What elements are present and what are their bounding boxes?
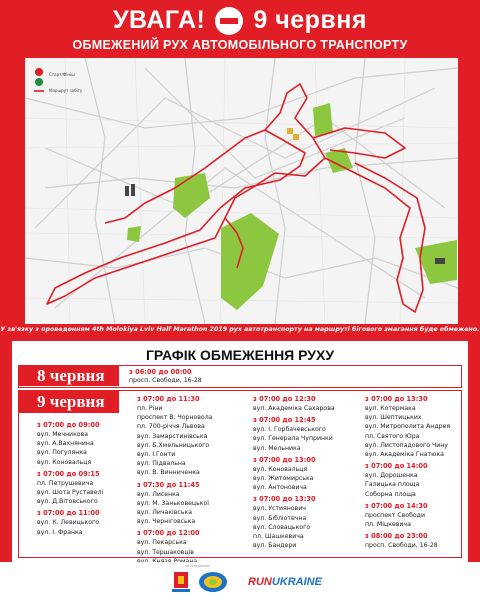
- group-time: з 07:00 до 14:30: [365, 501, 428, 510]
- street: вул. Житомирська: [253, 475, 314, 483]
- street: вул. Мечникова: [37, 431, 89, 438]
- street: вул. В. Винниченка: [137, 469, 200, 477]
- schedule-group: [365, 395, 450, 459]
- group-time: з 07:00 до 14:00: [365, 462, 428, 471]
- street: вул. Б.Хмельницького: [137, 441, 210, 449]
- street: Галицька площа: [365, 481, 420, 489]
- street: вул. Коновальця: [37, 458, 92, 466]
- street: пл. Ріни: [137, 405, 163, 412]
- street: вул. Д.Вітовського: [37, 498, 98, 506]
- group-time: з 07:00 до 13:30: [365, 395, 428, 403]
- street: вул. Коновальця: [253, 465, 308, 473]
- schedule-group: [137, 395, 212, 478]
- street: вул. І. Горбачевського: [253, 426, 326, 434]
- street: вул. І.Гонти: [137, 451, 176, 459]
- street: вул. Пекарська: [137, 539, 187, 547]
- group-time: з 07:00 до 12:45: [253, 416, 316, 425]
- street: просп. Свободи, 16-28: [365, 542, 438, 550]
- street: вул. М. Заньковецької: [137, 499, 209, 507]
- subtitle: ОБМЕЖЕНИЙ РУХ АВТОМОБІЛЬНОГО ТРАНСПОРТУ: [72, 38, 408, 52]
- day-8-row: [18, 365, 462, 388]
- footer: [0, 562, 480, 600]
- date-text: 9 червня: [253, 6, 367, 34]
- street: вул. К. Левицького: [37, 519, 100, 527]
- ukraine-text: UKRAINE: [271, 576, 322, 588]
- street: вул. Лисенка: [137, 490, 180, 498]
- street: вул. Шептицьких: [365, 414, 422, 422]
- schedule-group: [37, 509, 103, 536]
- street: вул. Замарстинівська: [137, 432, 208, 440]
- day-9-label: 9 червня: [19, 391, 119, 413]
- street: пл. Святого Юра: [365, 432, 420, 440]
- schedule-col-4: [365, 395, 450, 553]
- run-ukraine-logo: [248, 576, 322, 588]
- schedule-group: [365, 462, 450, 499]
- day-8-label: 8 червня: [19, 366, 119, 386]
- street: вул. Митрополита Андрея: [365, 423, 451, 431]
- street: вул. Личаківська: [137, 509, 192, 517]
- schedule-col-3: [253, 395, 335, 553]
- schedule-group: [365, 502, 450, 529]
- schedule-group: [253, 495, 335, 550]
- street: вул. Тершаковців: [137, 548, 194, 556]
- day-8-street: просп. Свободи, 16-28: [129, 377, 202, 384]
- day-9-row: [18, 390, 462, 558]
- street: вул. Черніговська: [137, 518, 196, 526]
- no-entry-icon: [215, 7, 243, 35]
- street: пл. 700-річчя Львова: [137, 423, 205, 431]
- schedule-group: [137, 529, 212, 566]
- schedule-group: [253, 395, 335, 413]
- map-svg: [25, 58, 458, 324]
- street: вул. Котермака: [365, 405, 416, 412]
- street: вул. Мельника: [253, 444, 301, 452]
- group-time: з 07:00 до 11:30: [137, 395, 200, 403]
- street: вул. Підвальна: [137, 460, 186, 468]
- street: вул. Генерала Чупринки: [253, 435, 333, 443]
- run-text: RUN: [248, 576, 272, 588]
- street: проспект В. Чорновола: [137, 414, 213, 422]
- street: вул. Академіка Гнатюка: [365, 451, 444, 459]
- legend-start-finish: Старт/Фініш: [49, 72, 75, 77]
- schedule-group: [253, 416, 335, 453]
- street: Соборна площа: [365, 490, 416, 498]
- street: вул. Академіка Сахарова: [253, 405, 335, 412]
- group-time: з 07:00 до 11:00: [37, 509, 100, 518]
- street: вул. Словацького: [253, 523, 311, 531]
- street: вул. А.Вахнянина: [37, 440, 94, 448]
- legend-route: Маршрут забігу: [49, 88, 83, 93]
- street: вул. Погулянка: [37, 449, 87, 457]
- street: вул. Антоновича: [253, 484, 307, 492]
- street: пл. Петрушевича: [37, 479, 94, 487]
- street: пл. Шашкевича: [253, 533, 304, 541]
- street: вул. Бандери: [253, 542, 297, 550]
- street: проспект Свободи: [365, 511, 425, 519]
- group-time: з 07:00 до 13:00: [253, 455, 316, 464]
- street: вул. І. Франка: [37, 528, 83, 536]
- street: вул. Бібліотечна: [253, 514, 307, 522]
- route-map: [25, 58, 458, 324]
- street: вул. Дорошенка: [365, 472, 418, 480]
- schedule-col-1: [37, 421, 103, 540]
- group-time: з 07:00 до 13:30: [253, 495, 316, 504]
- support-label: за підтримки: [185, 564, 210, 568]
- day-8-time: з 06:00 до 00:00: [129, 368, 192, 376]
- group-time: з 07:00 до 09:15: [37, 469, 100, 478]
- schedule-title: ГРАФІК ОБМЕЖЕННЯ РУХУ: [145, 347, 335, 363]
- schedule-group: [137, 481, 212, 527]
- schedule-group: [37, 470, 103, 507]
- schedule-col-2: [137, 395, 212, 569]
- street: вул. Устиянович: [253, 505, 306, 513]
- headline: [0, 6, 480, 35]
- schedule-group: [365, 532, 450, 550]
- group-time: з 07:30 до 11:45: [137, 480, 200, 489]
- group-time: з 07:00 до 09:00: [37, 421, 100, 429]
- street: вул. Шота Руставелі: [37, 489, 104, 497]
- group-time: з 07:00 до 12:30: [253, 395, 316, 403]
- group-time: з 07:00 до 12:00: [137, 529, 200, 538]
- map-note: У зв'язку з проведенням 4th Molokiya Lviv Half Marathon 2019 рух автотранспорту на маршруті бігового змагання буде обмежено.: [0, 326, 480, 333]
- warning-text: УВАГА!: [112, 6, 206, 34]
- header: [0, 0, 480, 54]
- sponsor-logo-icon: [198, 570, 228, 594]
- city-logo-icon: [170, 570, 192, 594]
- group-time: з 08:00 до 23:00: [365, 532, 428, 541]
- schedule-panel: [12, 341, 468, 562]
- schedule-group: [253, 456, 335, 493]
- street: пл. Міцкевича: [365, 521, 411, 529]
- street: вул. Листопадового Чину: [365, 441, 448, 449]
- schedule-group: [37, 421, 103, 467]
